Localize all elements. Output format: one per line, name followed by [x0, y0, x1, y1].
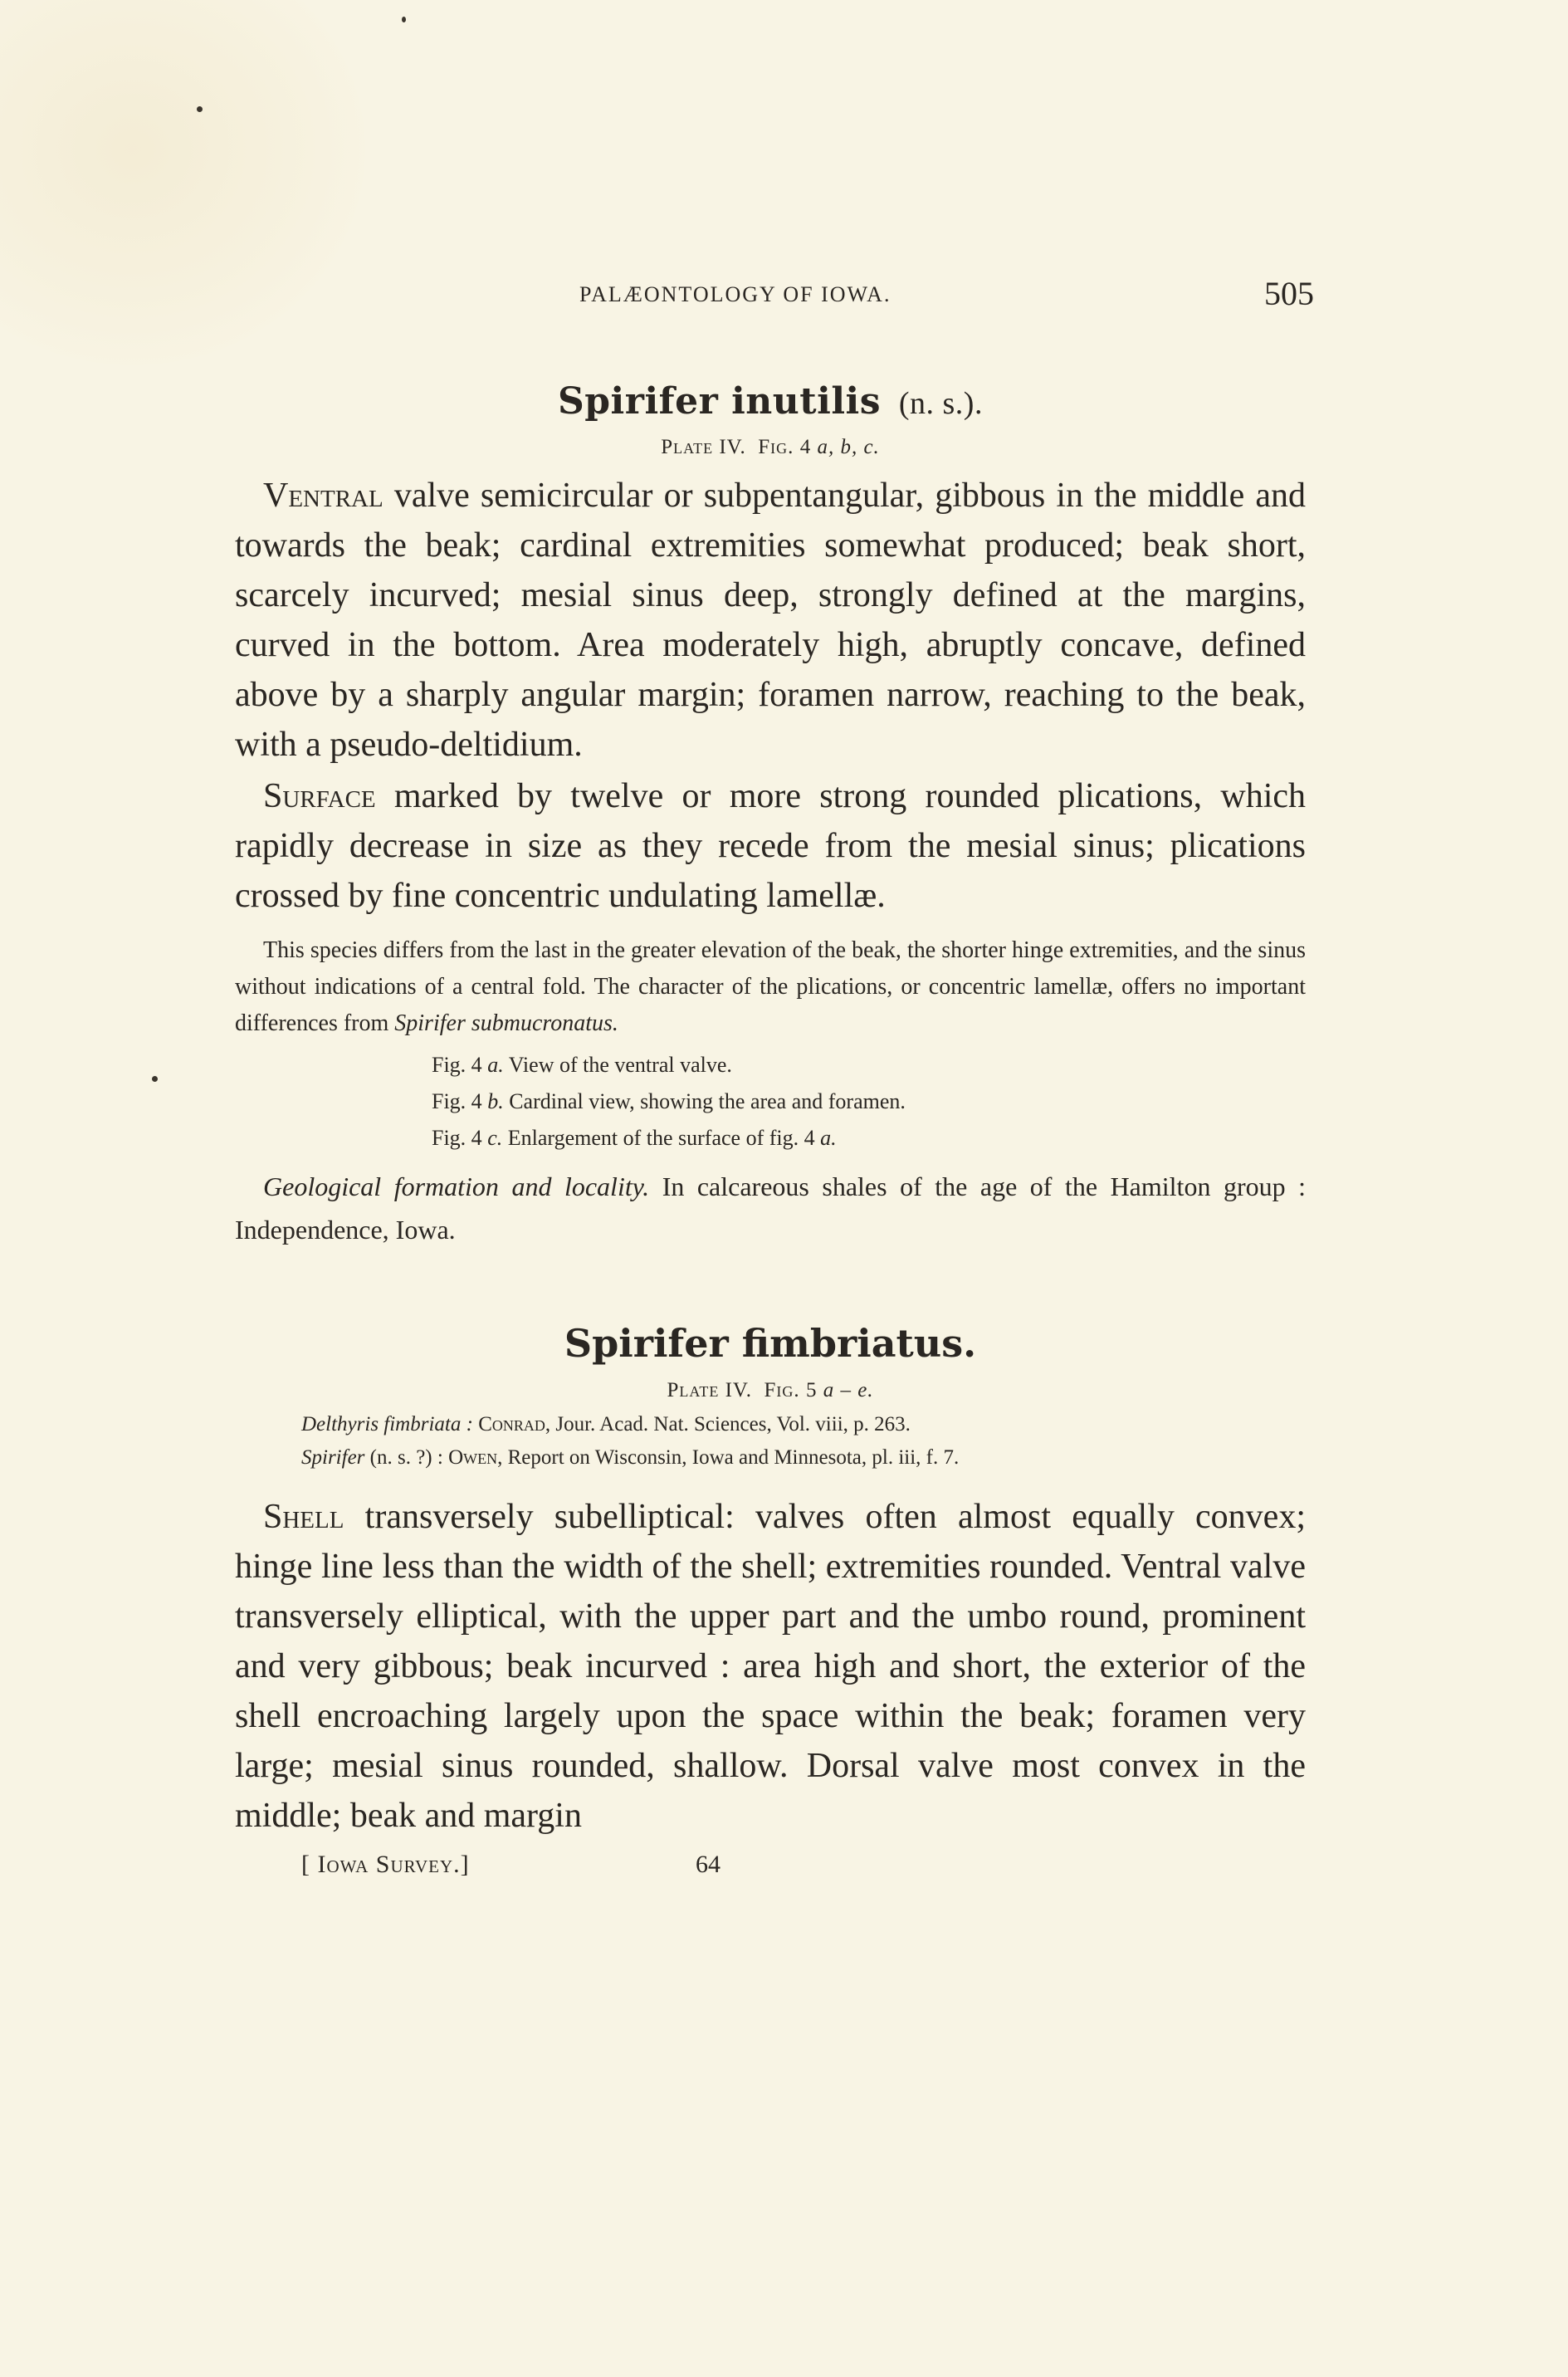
geo-text: In calcareous shales of the age of the Hamilton group : Independence, Iowa. — [235, 1171, 1307, 1245]
species-name: Spirifer inutilis — [558, 380, 882, 423]
paragraph-lead: Shell — [263, 1498, 344, 1536]
species-title-fimbriatus — [235, 1321, 1306, 1366]
paragraph-text: transversely subelliptical: valves often almost equally convex; hinge line less than the width of the shell; extremities rounded. Ventral valve transversely elliptical, with the upper part and the umbo round, prominent and very gibbous; beak incurved : area high and short, the exterior of the shell encroaching largely upon the space within the beak; foramen very large; mesial sinus rounded, shallow. Dorsal valve most convex in the middle; beak and margin — [235, 1498, 1306, 1835]
synonymy-line — [235, 1442, 1306, 1474]
figure-ref-letter: a. — [820, 1126, 837, 1150]
description-paragraph — [235, 471, 1306, 770]
figure-text: View of the ventral valve. — [508, 1053, 732, 1077]
plate-number: IV. — [725, 1379, 753, 1401]
synonymy-line — [235, 1409, 1306, 1440]
synonym-reference: Jour. Acad. Nat. Sciences, Vol. viii, p. 263. — [555, 1413, 911, 1435]
geological-locality — [235, 1165, 1306, 1251]
synonym-author: Owen, — [448, 1446, 503, 1469]
surface-paragraph — [235, 771, 1306, 921]
plate-reference — [235, 1379, 1306, 1402]
paragraph-lead: Surface — [263, 777, 376, 815]
note-text: This species differs from the last in the greater elevation of the beak, the shorter hinge extremities, and the sinus without indications of a central fold. The character of the plications, or concentric lamellæ, offers no important differences from — [235, 937, 1306, 1036]
synonym-taxon: Spirifer — [301, 1446, 365, 1469]
figure-letter: b. — [487, 1089, 504, 1113]
species-title-inutilis — [235, 380, 1306, 423]
figure-caption — [432, 1047, 1306, 1083]
ink-speck — [152, 1076, 158, 1082]
running-head — [235, 274, 1314, 324]
paragraph-text: valve semicircular or subpentangular, gibbous in the middle and towards the beak; cardinal extremities somewhat produced; beak short, scarcely incurved; mesial sinus deep, strongly defined at the margins, curved in the bottom. Area moderately high, abruptly concave, defined above by a sharply angular margin; foramen narrow, reaching to the beak, with a pseudo-deltidium. — [235, 477, 1306, 764]
species-status: (n. s.). — [898, 386, 983, 421]
fig-label: Fig. — [764, 1379, 800, 1401]
figure-letter: a. — [487, 1053, 504, 1077]
figure-text: Cardinal view, showing the area and foramen. — [509, 1089, 906, 1113]
figure-label: Fig. 4 — [432, 1053, 482, 1077]
paragraph-lead: Ventral — [263, 477, 383, 515]
figure-explanations — [432, 1047, 1306, 1157]
plate-label: Plate — [667, 1379, 720, 1401]
page-number: 505 — [1264, 275, 1314, 312]
shell-paragraph — [235, 1492, 1306, 1841]
plate-number: IV. — [719, 436, 746, 458]
synonym-taxon: Delthyris fimbriata : — [301, 1413, 473, 1435]
fig-letters: a – e. — [823, 1379, 874, 1401]
synonym-status: (n. s. ?) : — [369, 1446, 443, 1469]
fig-label: Fig. — [758, 436, 794, 458]
geo-label: Geological formation and locality. — [263, 1171, 650, 1201]
fig-number: 5 — [805, 1379, 818, 1401]
signature-number: 64 — [696, 1851, 720, 1878]
figure-label: Fig. 4 — [432, 1126, 482, 1150]
page-footer — [235, 1851, 1306, 1900]
plate-reference — [235, 436, 1306, 459]
ink-speck — [402, 17, 406, 22]
paragraph-text: marked by twelve or more strong rounded plications, which rapidly decrease in size as they recede from the mesial sinus; plications crossed by fine concentric undulating lamellæ. — [235, 777, 1307, 915]
synonym-reference: Report on Wisconsin, Iowa and Minnesota, pl. iii, f. 7. — [507, 1446, 960, 1469]
figure-label: Fig. 4 — [432, 1089, 482, 1113]
ink-speck — [197, 106, 203, 112]
plate-label: Plate — [661, 436, 714, 458]
figure-letter: c. — [487, 1126, 503, 1150]
fig-number: 4 — [799, 436, 812, 458]
figure-caption — [432, 1083, 1306, 1120]
note-taxon: Spirifer submucronatus. — [394, 1010, 618, 1036]
figure-caption — [432, 1120, 1306, 1157]
figure-text: Enlargement of the surface of fig. 4 — [507, 1126, 815, 1150]
synonym-author: Conrad, — [478, 1413, 551, 1435]
fig-letters: a, b, c. — [817, 436, 880, 458]
book-page — [235, 274, 1314, 1900]
printer-signature: [ Iowa Survey.] — [301, 1851, 470, 1878]
species-name: Spirifer fimbriatus. — [564, 1321, 977, 1366]
running-title: PALÆONTOLOGY OF IOWA. — [579, 282, 891, 306]
comparison-note — [235, 932, 1306, 1042]
